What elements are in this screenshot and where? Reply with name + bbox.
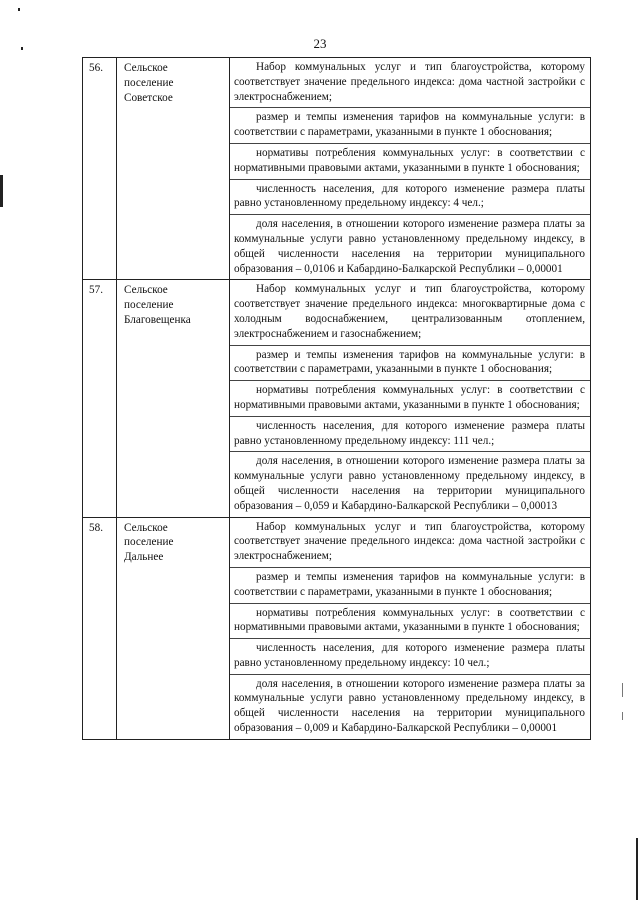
settlement-name [117,58,230,280]
page-number: 23 [313,36,327,51]
description-cell [230,280,591,517]
settlement-name-line: Сельское [124,284,168,297]
settlements-table [82,57,591,740]
description-paragraph: численность населения, для которого изменение размера платы равно установленному предельному индексу: 111 чел.; [230,417,590,453]
settlement-name-line: Советское [124,91,173,104]
description-paragraph: нормативы потребления коммунальных услуг: в соответствии с нормативными правовыми актами, указанными в пункте 1 обоснования; [230,381,590,417]
scan-edge-mark [622,712,623,720]
description-paragraph: нормативы потребления коммунальных услуг: в соответствии с нормативными правовыми актами, указанными в пункте 1 обоснования; [230,144,590,180]
row-number: 58. [83,517,117,739]
description-paragraph: доля населения, в отношении которого изменение размера платы за коммунальные услуги равно установленному предельному индексу, в общей численности населения на территории муниципального образования – 0,009 и Кабардино-Балкарской Республики – 0,00001 [234,677,585,735]
description-paragraph: Набор коммунальных услуг и тип благоустройства, которому соответствует значение предельного индекса: дома частной застройки с электроснабжением; [230,58,590,108]
settlement-name [117,280,230,517]
description-paragraph: численность населения, для которого изменение размера платы равно установленному предельному индексу: 4 чел.; [230,180,590,216]
scan-edge-mark [622,683,623,697]
description-paragraph: размер и темпы изменения тарифов на коммунальные услуги: в соответствии с параметрами, указанными в пункте 1 обоснования; [230,108,590,144]
settlement-name-line: Сельское [124,521,168,534]
table-row [83,58,591,280]
description-paragraph: размер и темпы изменения тарифов на коммунальные услуги: в соответствии с параметрами, указанными в пункте 1 обоснования; [230,568,590,604]
description-paragraph: Набор коммунальных услуг и тип благоустройства, которому соответствует значение предельного индекса: дома частной застройки с электроснабжением; [230,518,590,568]
scan-speck [18,8,20,11]
description-paragraph: доля населения, в отношении которого изменение размера платы за коммунальные услуги равно установленному предельному индексу, в общей численности населения на территории муниципального образования – 0,059 и Кабардино-Балкарской Республики – 0,00013 [234,455,585,512]
scan-speck [21,47,23,50]
table-row [83,280,591,517]
settlement-name-line: Сельское [124,62,168,74]
description-paragraph: численность населения, для которого изменение размера платы равно установленному предельному индексу: 10 чел.; [230,639,590,675]
settlement-name [117,517,230,739]
row-number: 57. [83,280,117,517]
description-paragraph: размер и темпы изменения тарифов на коммунальные услуги: в соответствии с параметрами, указанными в пункте 1 обоснования; [230,346,590,382]
scan-edge-mark [636,838,638,900]
settlement-name-line: Дальнее [124,551,164,564]
description-cell [230,58,591,280]
description-paragraph: доля населения, в отношении которого изменение размера платы за коммунальные услуги равно установленному предельному индексу, в общей численности населения на территории муниципального образования – 0,0106 и Кабардино-Балкарской Республики – 0,00001 [234,218,585,275]
row-number: 56. [83,58,117,280]
settlement-name-line: поселение [124,76,174,89]
table-row [83,517,591,739]
scan-edge-mark [0,175,3,207]
description-cell [230,517,591,739]
description-paragraph: нормативы потребления коммунальных услуг: в соответствии с нормативными правовыми актами, указанными в пункте 1 обоснования; [230,604,590,640]
description-paragraph: Набор коммунальных услуг и тип благоустройства, которому соответствует значение предельного индекса: многоквартирные дома с холодным водоснабжением, централизованным отоплением, электроснабжением и газоснабжением; [230,280,590,345]
settlement-name-line: поселение [124,299,174,312]
settlement-name-line: поселение [124,536,174,549]
settlement-name-line: Благовещенка [124,313,191,326]
